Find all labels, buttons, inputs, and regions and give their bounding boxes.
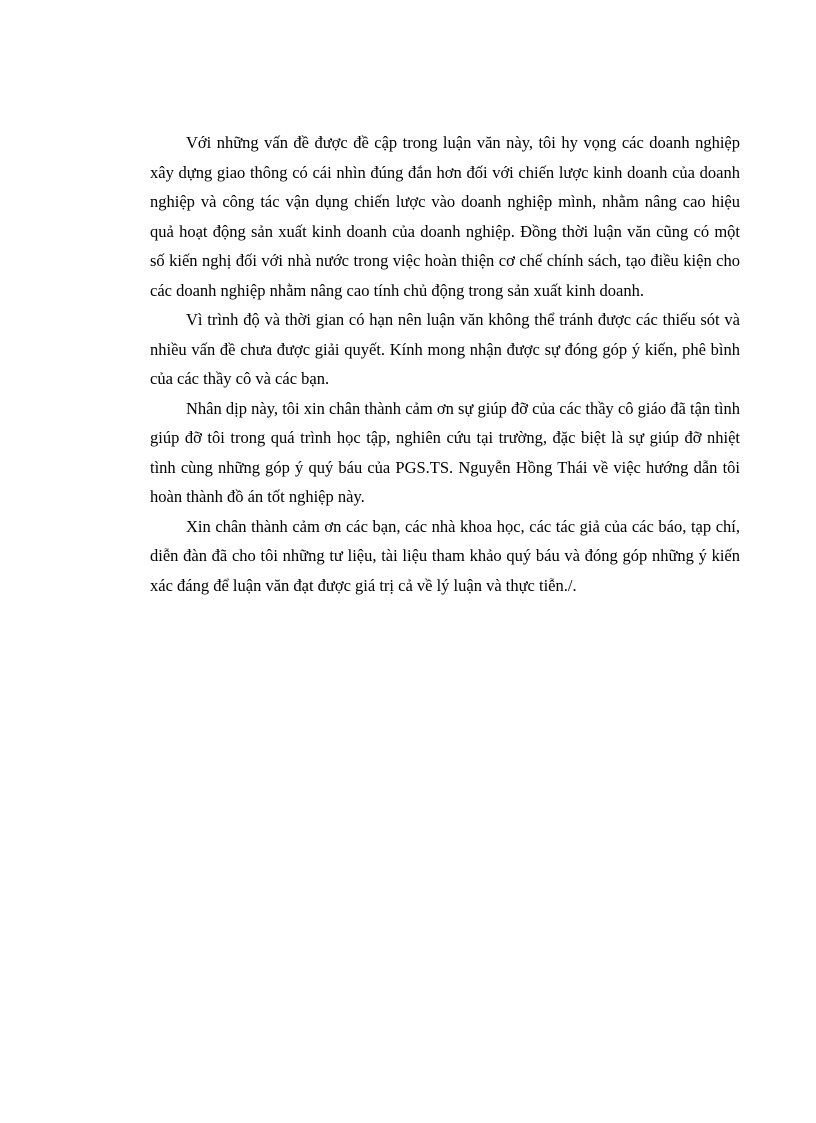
document-body [150, 128, 740, 600]
paragraph-thanks-teachers: Nhân dịp này, tôi xin chân thành cảm ơn sự giúp đỡ của các thầy cô giáo đã tận tình giúp đỡ tôi trong quá trình học tập, nghiên cứu tại trường, đặc biệt là sự giúp đỡ nhiệt tình cùng những góp ý quý báu của PGS.TS. Nguyễn Hồng Thái về việc hướng dẫn tôi hoàn thành đồ án tốt nghiệp này. [150, 398, 740, 506]
paragraph-conclusion: Với những vấn đề được đề cập trong luận văn này, tôi hy vọng các doanh nghiệp xây dựng giao thông có cái nhìn đúng đắn hơn đối với chiến lược kinh doanh của doanh nghiệp và công tác vận dụng chiến lược vào doanh nghiệp mình, nhằm nâng cao hiệu quả hoạt động sản xuất kinh doanh của doanh nghiệp. Đồng thời luận văn cũng có một số kiến nghị đối với nhà nước trong việc hoàn thiện cơ chế chính sách, tạo điều kiện cho các doanh nghiệp nhằm nâng cao tính chủ động trong sản xuất kinh doanh. [150, 133, 740, 300]
paragraph-thanks-others: Xin chân thành cảm ơn các bạn, các nhà khoa học, các tác giả của các báo, tạp chí, diễn đàn đã cho tôi những tư liệu, tài liệu tham khảo quý báu và đóng góp những ý kiến xác đáng để luận văn đạt được giá trị cả về lý luận và thực tiễn./. [150, 516, 740, 595]
paragraph-limitations: Vì trình độ và thời gian có hạn nên luận văn không thể tránh được các thiếu sót và nhiều vấn đề chưa được giải quyết. Kính mong nhận được sự đóng góp ý kiến, phê bình của các thầy cô và các bạn. [150, 310, 740, 388]
